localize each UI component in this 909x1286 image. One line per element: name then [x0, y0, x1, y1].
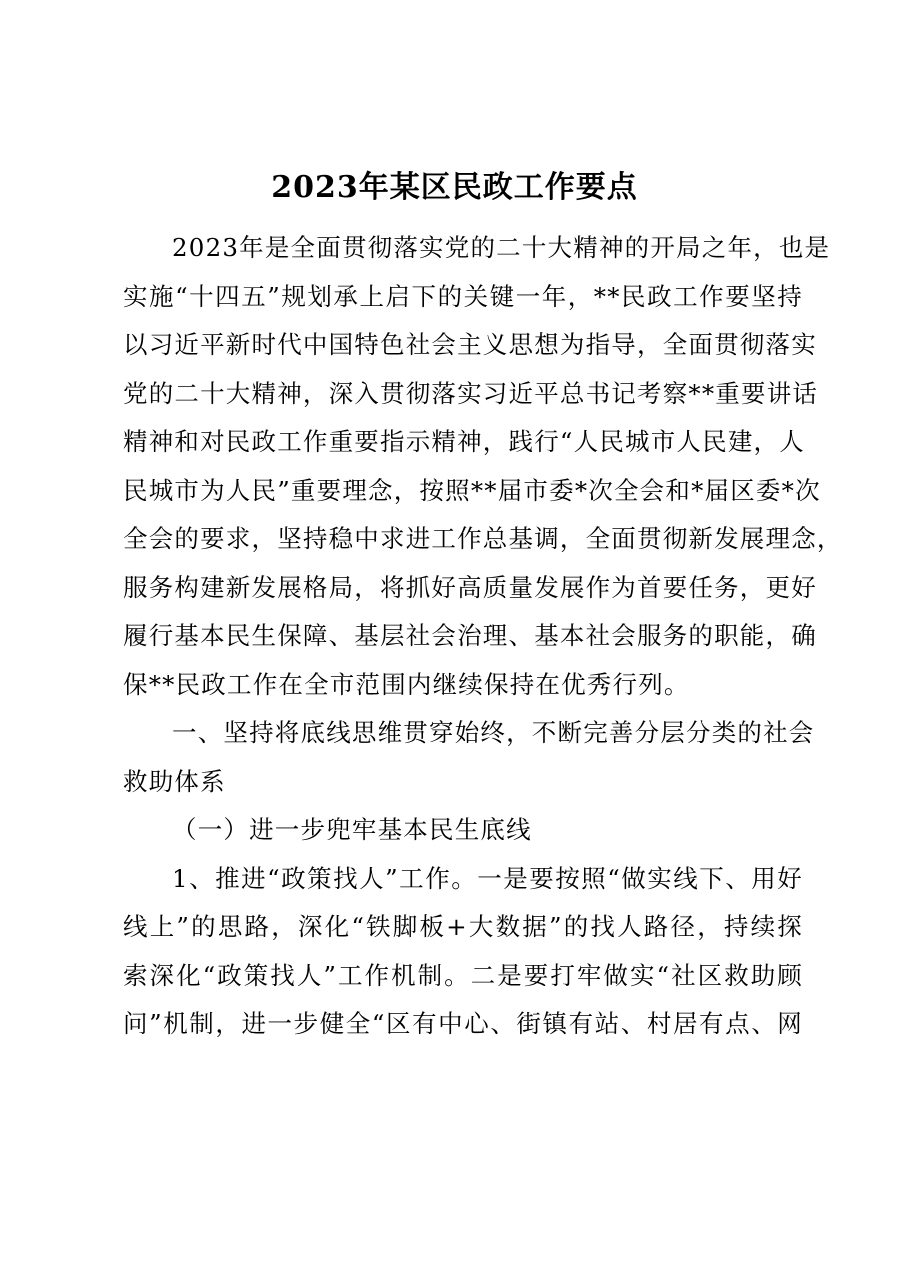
paragraph-line: 以习近平新时代中国特色社会主义思想为指导，全面贯彻落实 — [123, 330, 817, 359]
document-body — [123, 224, 843, 1049]
paragraph-line: 民城市为人民”重要理念，按照**届市委*次全会和*届区委*次 — [123, 475, 821, 505]
paragraph-line: 全会的要求，坚持稳中求进工作总基调，全面贯彻新发展理念， — [123, 524, 843, 553]
subsection-heading: （一）进一步兜牢基本民生底线 — [172, 815, 532, 844]
section-heading-line: 一、坚持将底线思维贯穿始终，不断完善分层分类的社会 — [172, 718, 815, 747]
paragraph-line: 保**民政工作在全市范围内继续保持在优秀行列。 — [123, 669, 690, 699]
paragraph-line: 实施“十四五”规划承上启下的关键一年，**民政工作要坚持 — [123, 281, 803, 311]
paragraph-line: 线上”的思路，深化“铁脚板+大数据”的找人路径，持续探 — [123, 912, 803, 941]
document-title: 2023年某区民政工作要点 — [271, 170, 638, 205]
paragraph-line: 索深化“政策找人”工作机制。二是要打牢做实“社区救助顾 — [123, 960, 803, 990]
paragraph-line: 问”机制，进一步健全“区有中心、街镇有站、村居有点、网 — [123, 1009, 803, 1038]
paragraph-line: 1、推进“政策找人”工作。一是要按照“做实线下、用好 — [172, 863, 803, 893]
section-heading-line: 救助体系 — [123, 766, 226, 796]
paragraph-line: 精神和对民政工作重要指示精神，践行“人民城市人民建，人 — [123, 427, 805, 456]
paragraph-line: 履行基本民生保障、基层社会治理、基本社会服务的职能，确 — [123, 621, 817, 650]
paragraph-line: 服务构建新发展格局，将抓好高质量发展作为首要任务，更好 — [123, 572, 817, 602]
paragraph-line: 党的二十大精神，深入贯彻落实习近平总书记考察**重要讲话 — [123, 378, 819, 408]
paragraph-line: 2023年是全面贯彻落实党的二十大精神的开局之年，也是 — [172, 233, 831, 262]
